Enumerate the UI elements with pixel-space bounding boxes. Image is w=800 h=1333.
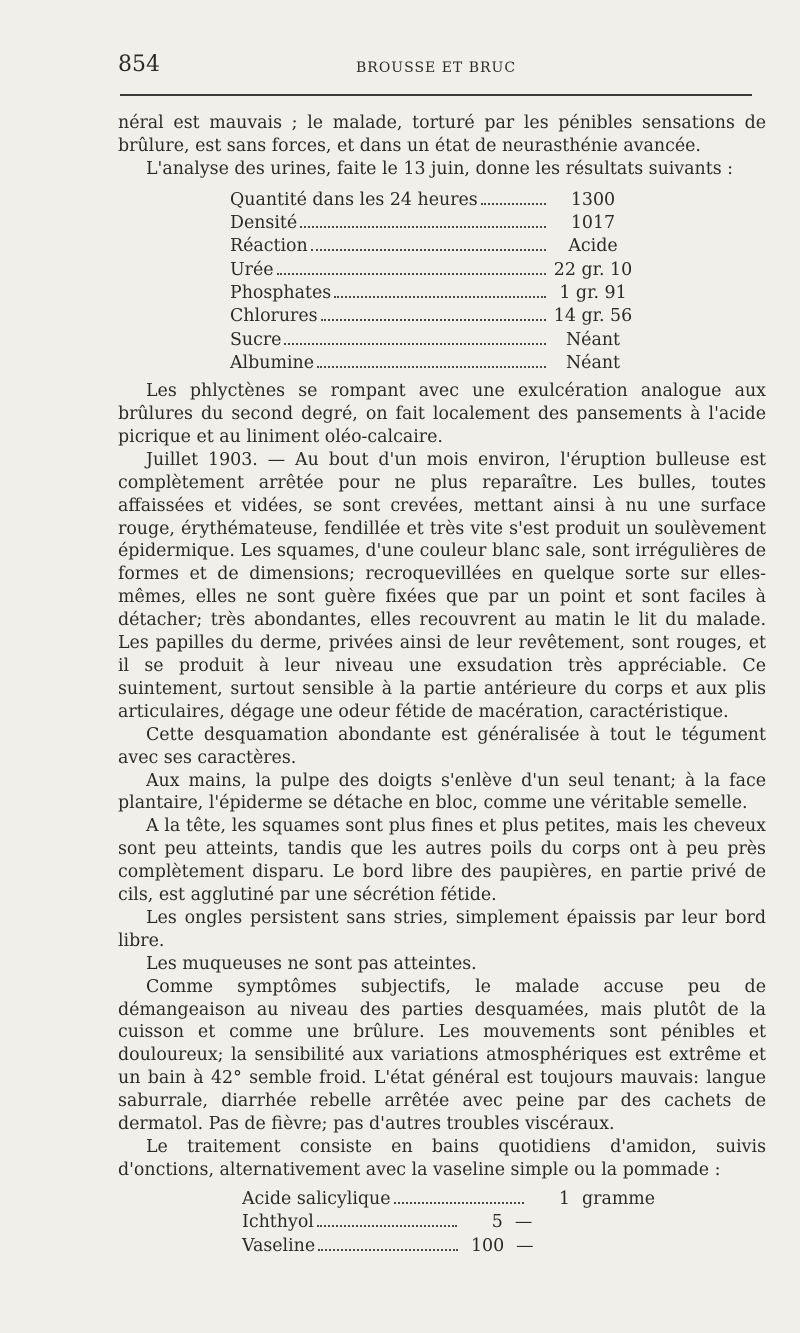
ingredient: Ichthyol [242, 1212, 314, 1233]
dot-leader [334, 296, 546, 298]
ingredient: Acide salicylique [242, 1188, 391, 1209]
row-label: Phosphates [230, 282, 332, 303]
row-label: Urée [230, 259, 274, 280]
urine-analysis-table [230, 189, 635, 375]
dot-leader [481, 203, 546, 205]
ingredient: Vaseline [242, 1235, 316, 1256]
paragraph: Comme symptômes subjectifs, le malade accuse peu de démangeaison au niveau des parties desquamées, mais plutôt de la cuisson et comme une brûlure. Les mouvements sont pénibles et douloureux; la sensibilité aux variations atmosphériques est extrême et un bain à 42° semble froid. L'état général est toujours mauvais: langue saburrale, diarrhée rebelle arrêtée avec peine par des cachets de dermatol. Pas de fièvre; pas d'autres troubles viscéraux. [118, 976, 766, 1135]
dot-leader [284, 343, 546, 345]
row-value: Néant [565, 352, 621, 373]
row-label: Albumine [230, 352, 314, 373]
dot-leader [277, 273, 546, 275]
row-value: 1017 [570, 213, 616, 234]
dot-leader [311, 249, 546, 251]
table-row [230, 189, 635, 212]
quantity: 5 [491, 1212, 503, 1233]
quantity: 100 [470, 1235, 505, 1256]
row-label: Densité [230, 213, 298, 234]
formula-row [242, 1211, 662, 1235]
formula-row [242, 1235, 662, 1259]
table-row [230, 352, 635, 375]
row-value: 22 gr. 10 [553, 259, 633, 280]
row-label: Chlorures [230, 306, 318, 327]
unit: — [514, 1212, 533, 1233]
dot-leader [321, 319, 546, 321]
unit: — [516, 1235, 534, 1256]
page-number: 854 [118, 52, 160, 77]
paragraph: Cette desquamation abondante est généralisée à tout le tégument avec ses caractères. [118, 724, 766, 768]
paragraph: Juillet 1903. — Au bout d'un mois environ, l'éruption bulleuse est complètement arrêtée pour ne plus reparaître. Les bulles, toutes affaissées et vidées, se sont crevées, mettant ainsi à nu une surface rouge, érythémateuse, fendillée et très vite s'est produit un soulèvement épidermique. Les squames, d'une couleur blanc sale, sont irrégulières de formes et de dimensions; recroquevillées en quelque sorte sur elles-mêmes, elles ne sont guère fixées que par un point et sont faciles à détacher; très abondantes, elles recouvrent au matin le lit du malade. Les papilles du derme, privées ainsi de leur revêtement, sont rouges, et il se produit à leur niveau une exsudation très appréciable. Ce suintement, surtout sensible à la partie antérieure du corps et aux plis articulaires, dégage une odeur fétide de macération, caractéristique. [118, 449, 766, 722]
row-value: Néant [565, 329, 621, 350]
row-value: 1300 [570, 189, 616, 210]
row-label: Réaction [230, 236, 308, 257]
paragraph: Les muqueuses ne sont pas atteintes. [146, 953, 477, 974]
row-label: Quantité dans les 24 heures [230, 189, 478, 210]
paragraph: Le traitement consiste en bains quotidiens d'amidon, suivis d'onctions, alternativement avec la vaseline simple ou la pommade : [118, 1137, 766, 1180]
row-label: Sucre [230, 329, 282, 350]
dot-leader [318, 1249, 458, 1251]
table-row [230, 212, 635, 235]
table-row [230, 305, 635, 328]
running-head: BROUSSE ET BRUC [356, 60, 517, 76]
ointment-formula [242, 1188, 662, 1259]
unit: gramme [582, 1188, 656, 1209]
paragraph: néral est mauvais ; le malade, torturé par les pénibles sensations de brûlure, est sans forces, et dans un état de neurasthénie avancée. [118, 113, 766, 156]
dot-leader [317, 366, 546, 368]
table-row [230, 235, 635, 258]
paragraph: L'analyse des urines, faite le 13 juin, donne les résultats suivants : [146, 158, 734, 179]
dot-leader [317, 1225, 457, 1227]
quantity: 1 [558, 1188, 570, 1209]
paragraph: Aux mains, la pulpe des doigts s'enlève d'un seul tenant; à la face plantaire, l'épiderme se détache en bloc, comme une véritable semelle. [118, 770, 766, 814]
paragraph: Les phlyctènes se rompant avec une exulcération analogue aux brûlures du second degré, on fait localement des pansements à l'acide picrique et au liniment oléo-calcaire. [118, 381, 766, 447]
table-row [230, 329, 635, 352]
page-body [118, 112, 766, 1258]
paragraph: Les ongles persistent sans stries, simplement épaissis par leur bord libre. [118, 907, 766, 951]
dot-leader [394, 1202, 524, 1204]
table-row [230, 282, 635, 305]
table-row [230, 259, 635, 282]
dot-leader [300, 226, 546, 228]
page-header [118, 46, 750, 86]
row-value: 1 gr. 91 [559, 282, 627, 303]
header-rule [120, 94, 752, 96]
paragraph: A la tête, les squames sont plus fines et plus petites, mais les cheveux sont peu atteints, tandis que les autres poils du corps ont à peu près complètement disparu. Le bord libre des paupières, en partie privé de cils, est agglutiné par une sécrétion fétide. [118, 816, 766, 906]
row-value: Acide [568, 236, 618, 257]
row-value: 14 gr. 56 [553, 306, 633, 327]
formula-row [242, 1188, 662, 1212]
